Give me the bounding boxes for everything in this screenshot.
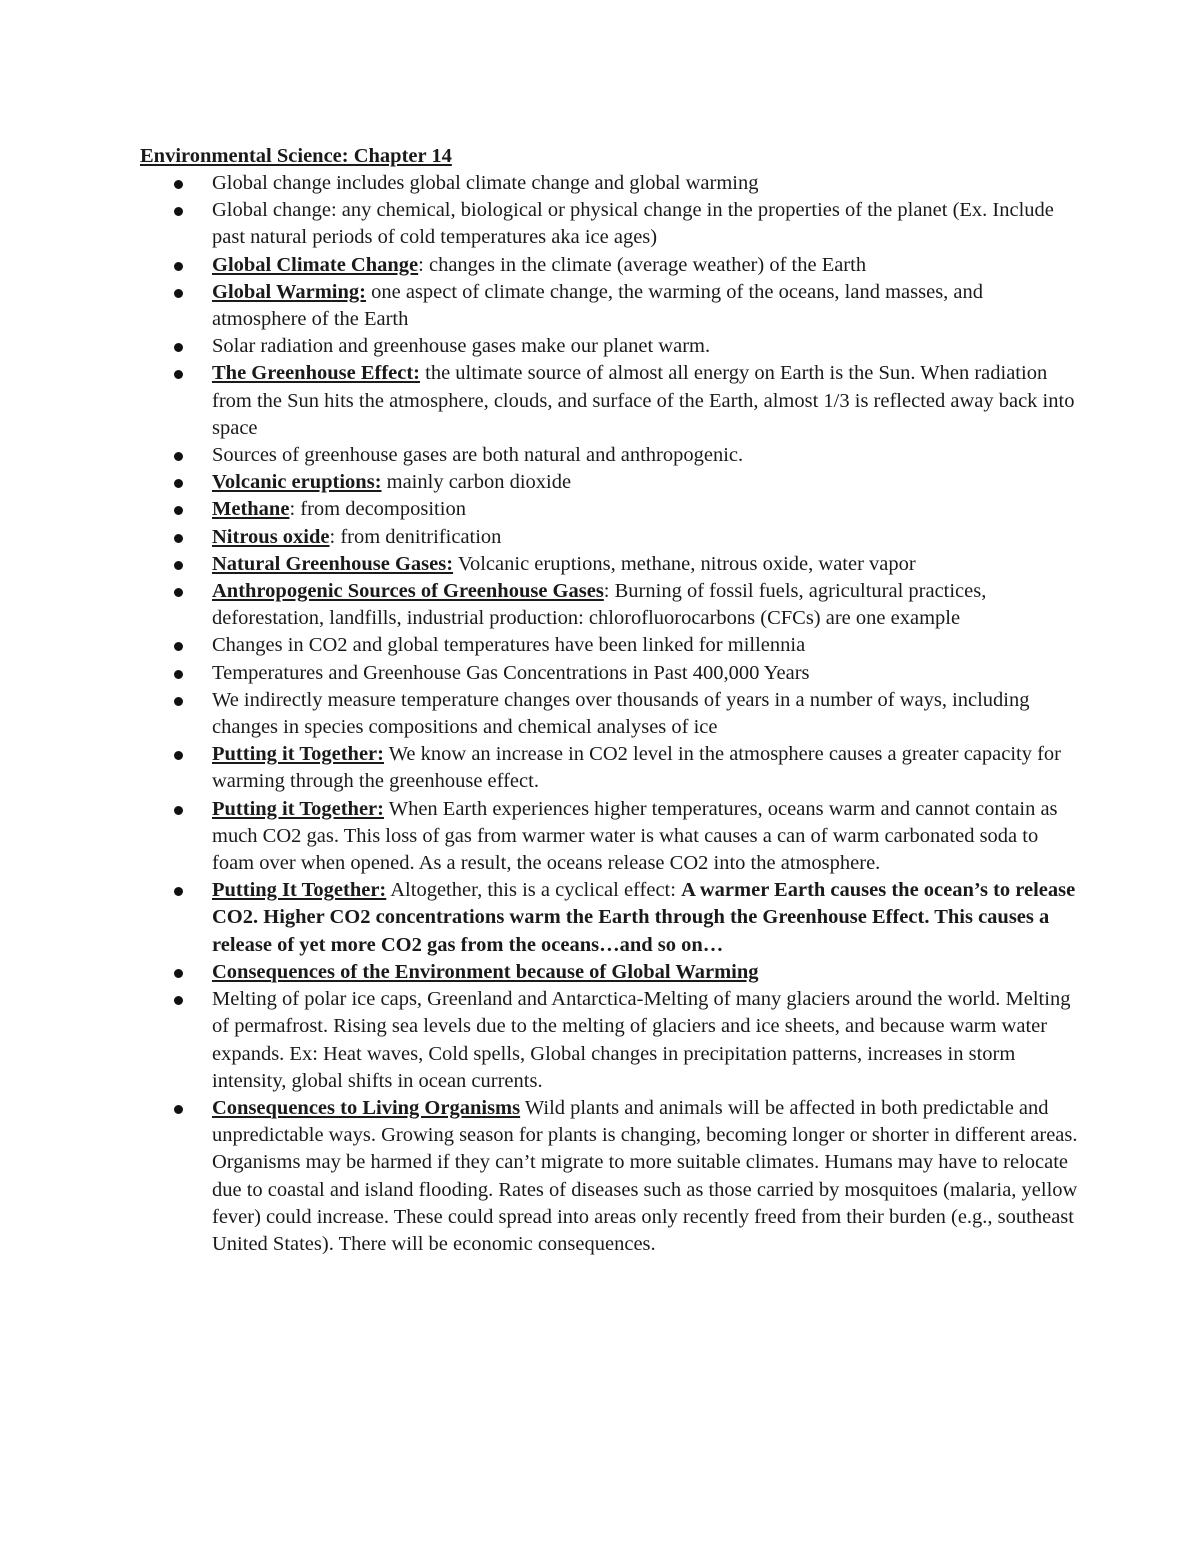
bullet-icon xyxy=(174,670,183,679)
item-text: Global change includes global climate change and global warming xyxy=(212,172,759,194)
list-item xyxy=(140,986,1080,1095)
list-item xyxy=(140,197,1080,251)
item-term: Consequences to Living Organisms xyxy=(212,1096,521,1119)
item-text: Altogether, this is a cyclical effect: xyxy=(386,879,682,902)
item-text: We know an increase in CO2 level in the atmosphere causes a greater capacity for warming through the greenhouse effect. xyxy=(212,743,1062,793)
bullet-icon xyxy=(174,969,183,978)
list-item xyxy=(140,252,1080,279)
item-text: mainly carbon dioxide xyxy=(381,471,572,494)
item-text: We indirectly measure temperature changes over thousands of years in a number of ways, including changes in species compositions and chemical analyses of ice xyxy=(212,688,1030,739)
notes-list xyxy=(140,170,1080,1258)
list-item xyxy=(140,741,1080,795)
bullet-icon xyxy=(174,806,183,815)
bullet-icon xyxy=(174,479,183,488)
bullet-icon xyxy=(174,343,183,352)
bullet-icon xyxy=(174,588,183,597)
bullet-icon xyxy=(174,207,183,216)
item-text: : from denitrification xyxy=(329,525,502,548)
item-text: When Earth experiences higher temperatures, oceans warm and cannot contain as much CO2 gas. This loss of gas from warmer water is what causes a can of warm carbonated soda to foam over when opened. As a result, the oceans release CO2 into the atmosphere. xyxy=(212,797,1058,875)
list-item xyxy=(140,360,1080,442)
item-term: Consequences of the Environment because of Global Warming xyxy=(212,960,759,983)
list-item xyxy=(140,333,1080,360)
item-term: Putting it Together: xyxy=(212,743,384,766)
item-text: one aspect of climate change, the warming of the oceans, land masses, and atmosphere of the Earth xyxy=(212,280,984,331)
item-term: Putting it Together: xyxy=(212,797,384,820)
item-term: Methane xyxy=(212,498,290,521)
item-text: : changes in the climate (average weather) of the Earth xyxy=(418,253,867,276)
list-item xyxy=(140,877,1080,959)
item-term: Global Warming: xyxy=(212,280,366,303)
item-term: Anthropogenic Sources of Greenhouse Gases xyxy=(212,580,604,603)
bullet-icon xyxy=(174,262,183,271)
bullet-icon xyxy=(174,1105,183,1114)
item-term: Volcanic eruptions: xyxy=(212,471,382,494)
list-item xyxy=(140,442,1080,469)
item-text: : Burning of fossil fuels, agricultural practices, deforestation, landfills, industrial production: chlorofluorocarbons (CFCs) are one example xyxy=(212,580,987,630)
item-emphasis: A warmer Earth causes the ocean’s to release CO2. Higher CO2 concentrations warm the Earth through the Greenhouse Effect. This causes a release of yet more CO2 gas from the oceans…and so on… xyxy=(212,879,1076,956)
bullet-icon xyxy=(174,289,183,298)
item-term: Putting It Together: xyxy=(212,879,387,902)
bullet-icon xyxy=(174,996,183,1005)
list-item xyxy=(140,551,1080,578)
item-text: Global change: any chemical, biological or physical change in the properties of the planet (Ex. Include past natural periods of cold temperatures aka ice ages) xyxy=(212,199,1054,249)
item-text: Changes in CO2 and global temperatures have been linked for millennia xyxy=(212,634,806,657)
item-text: Volcanic eruptions, methane, nitrous oxide, water vapor xyxy=(453,552,916,575)
document-page xyxy=(140,143,1080,1258)
bullet-icon xyxy=(174,642,183,651)
item-text: Melting of polar ice caps, Greenland and Antarctica-Melting of many glaciers around the world. Melting of permafrost. Rising sea levels due to the melting of glaciers and ice sheets, and because warm water expands. Ex: Heat waves, Cold spells, Global changes in precipitation patterns, increases in storm intensity, global shifts in ocean currents. xyxy=(212,988,1071,1092)
list-item xyxy=(140,632,1080,659)
item-term: Nitrous oxide xyxy=(212,525,330,548)
list-item xyxy=(140,469,1080,496)
bullet-icon xyxy=(174,180,183,189)
list-item xyxy=(140,170,1080,197)
list-item xyxy=(140,1095,1080,1258)
item-term: Natural Greenhouse Gases: xyxy=(212,552,454,575)
list-item xyxy=(140,796,1080,878)
item-text: Temperatures and Greenhouse Gas Concentrations in Past 400,000 Years xyxy=(212,661,810,684)
bullet-icon xyxy=(174,506,183,515)
item-text: Solar radiation and greenhouse gases make our planet warm. xyxy=(212,335,711,358)
item-text: : from decomposition xyxy=(289,498,466,521)
bullet-icon xyxy=(174,534,183,543)
item-term: The Greenhouse Effect: xyxy=(212,362,421,385)
list-item xyxy=(140,279,1080,333)
list-item xyxy=(140,660,1080,687)
list-item xyxy=(140,959,1080,986)
list-item xyxy=(140,687,1080,741)
item-term: Global Climate Change xyxy=(212,253,419,276)
bullet-icon xyxy=(174,370,183,379)
list-item xyxy=(140,524,1080,551)
document-title: Environmental Science: Chapter 14 xyxy=(140,145,452,167)
item-text: the ultimate source of almost all energy on Earth is the Sun. When radiation from the Sun hits the atmosphere, clouds, and surface of the Earth, almost 1/3 is reflected away back into space xyxy=(212,362,1075,439)
bullet-icon xyxy=(174,751,183,760)
bullet-icon xyxy=(174,697,183,706)
item-text: Sources of greenhouse gases are both natural and anthropogenic. xyxy=(212,444,744,467)
bullet-icon xyxy=(174,887,183,896)
bullet-icon xyxy=(174,561,183,570)
list-item xyxy=(140,496,1080,523)
item-text: Wild plants and animals will be affected in both predictable and unpredictable ways. Growing season for plants is changing, becoming longer or shorter in different areas. Organisms may be harmed if they can’t migrate to more suitable climates. Humans may have to relocate due to coastal and island flooding. Rates of diseases such as those carried by mosquitoes (malaria, yellow fever) could increase. These could spread into areas only recently freed from their burden (e.g., southeast United States). There will be economic consequences. xyxy=(212,1096,1078,1255)
bullet-icon xyxy=(174,452,183,461)
list-item xyxy=(140,578,1080,632)
